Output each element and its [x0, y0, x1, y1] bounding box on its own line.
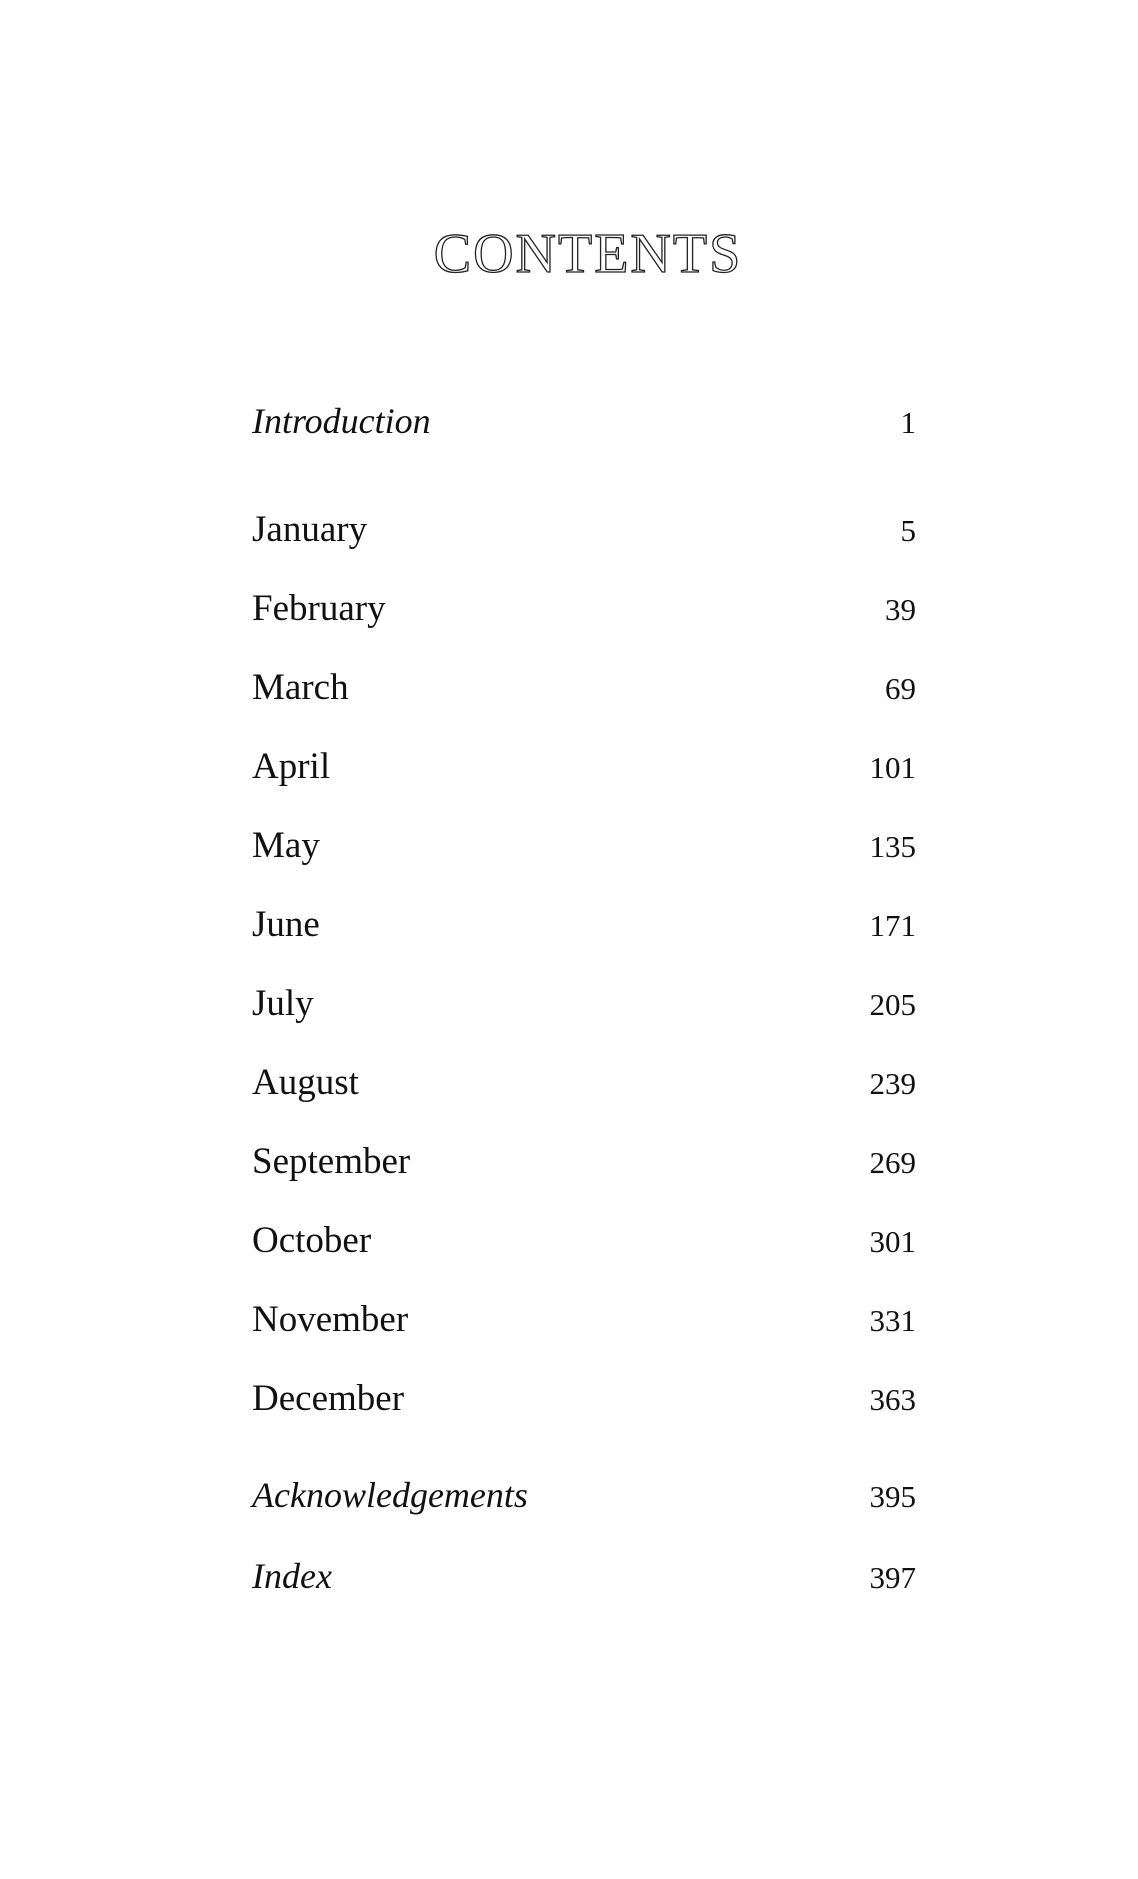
toc-entry-page: 331: [869, 1303, 916, 1338]
toc-entry-label: May: [252, 825, 320, 866]
toc-entry: [252, 1298, 916, 1341]
toc-entry-label: October: [252, 1220, 372, 1261]
toc-entry: [252, 1061, 916, 1104]
toc-entry-page: 135: [869, 829, 916, 864]
toc-entry: [252, 1219, 916, 1262]
toc-entry-page: 397: [869, 1560, 916, 1595]
toc-entry-page: 5: [900, 513, 916, 548]
toc-entry: [252, 666, 916, 709]
toc-entry-label: April: [252, 746, 331, 787]
toc-entry: [252, 400, 916, 442]
toc-entry-page: 269: [869, 1145, 916, 1180]
toc-entry-label: November: [252, 1299, 409, 1340]
toc-entry-label: Index: [252, 1556, 332, 1596]
toc-entry-label: June: [252, 904, 320, 945]
toc-entry-label: January: [252, 509, 368, 550]
toc-entry: [252, 587, 916, 630]
page-title: CONTENTS: [433, 223, 743, 285]
toc-entry-page: 395: [869, 1479, 916, 1514]
toc-entry: [252, 824, 916, 867]
toc-entry-label: March: [252, 667, 349, 708]
toc-entry-page: 363: [869, 1382, 916, 1417]
toc-entry-label: February: [252, 588, 386, 629]
toc-entry-label: August: [252, 1062, 359, 1103]
toc-entry-page: 39: [885, 592, 916, 627]
toc-entry-page: 101: [869, 750, 916, 785]
toc-entry-page: 171: [869, 908, 916, 943]
toc-entry: [252, 903, 916, 946]
toc-entry: [252, 982, 916, 1025]
toc-entry-page: 301: [869, 1224, 916, 1259]
toc-entry: [252, 1377, 916, 1420]
toc-entry: [252, 1474, 916, 1516]
toc-entry-page: 239: [869, 1066, 916, 1101]
toc-entry-label: December: [252, 1378, 405, 1419]
toc-entry-label: Acknowledgements: [252, 1475, 528, 1515]
toc-entry: [252, 745, 916, 788]
toc-entry: [252, 1555, 916, 1597]
toc-entry-label: Introduction: [252, 401, 431, 441]
toc-entry-page: 69: [885, 671, 916, 706]
toc-entry-page: 205: [869, 987, 916, 1022]
toc-entry-label: July: [252, 983, 314, 1024]
toc-entry: [252, 508, 916, 551]
toc-entry: [252, 1140, 916, 1183]
toc-entry-page: 1: [900, 405, 916, 440]
toc-entry-label: September: [252, 1141, 411, 1182]
